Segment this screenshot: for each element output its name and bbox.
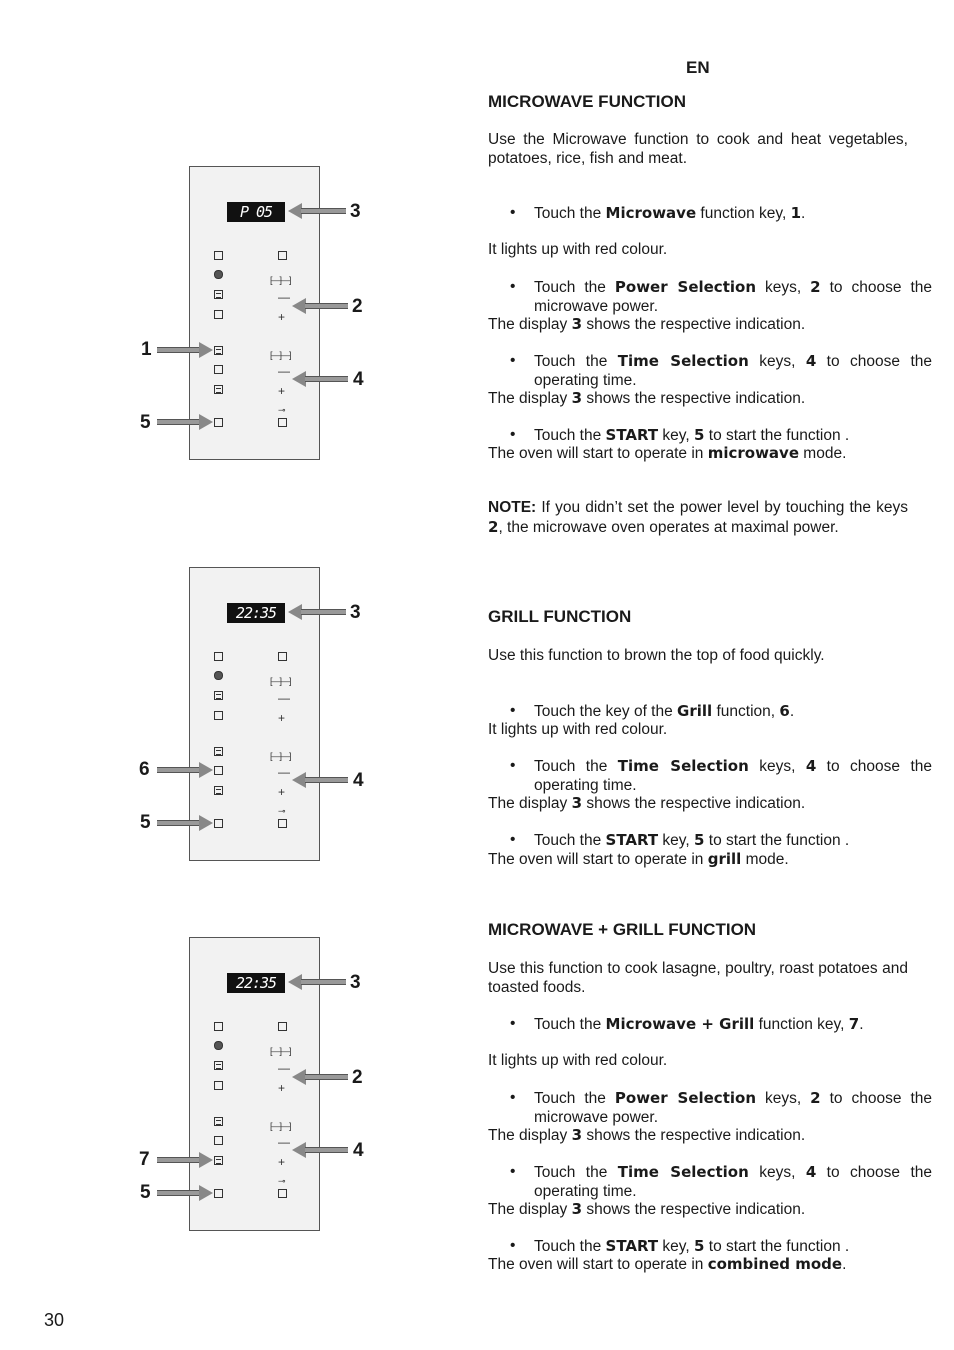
section-combo [488, 920, 933, 1273]
callout-number: 1 [141, 339, 152, 360]
time-minus-button[interactable]: — [278, 1135, 290, 1149]
callout-arrow [157, 764, 213, 776]
power-bar-icon: [—]—] [270, 676, 291, 686]
callout-arrow [288, 606, 346, 618]
section-title: MICROWAVE FUNCTION [488, 92, 687, 111]
key-name: Microwave [605, 204, 697, 222]
key-name: Time Selection [617, 352, 749, 370]
callout-arrow [292, 373, 348, 385]
power-minus-button[interactable]: — [278, 1061, 290, 1075]
time-bar-icon: [—]—] [270, 1121, 291, 1131]
callout-arrow [157, 817, 213, 829]
callout-number: 3 [350, 201, 361, 222]
callout-number: 6 [139, 759, 150, 780]
step-bullet: • Touch the Power Selection keys, 2 to choose the microwave power. [510, 278, 932, 316]
callout-number: 5 [140, 1182, 151, 1203]
panel-display: 22:35 [227, 603, 285, 623]
time-plus-button[interactable]: + [278, 1155, 286, 1169]
fan-icon [214, 1081, 223, 1090]
defrost-icon [214, 652, 223, 661]
combo-key-icon[interactable] [214, 385, 223, 394]
key-number: 4 [805, 352, 817, 370]
grill-key-icon[interactable] [214, 1136, 223, 1145]
key-name: Time Selection [617, 757, 749, 775]
grill-top-icon [214, 1061, 223, 1070]
key-name: Time Selection [617, 1163, 749, 1181]
microwave-key-icon[interactable] [214, 346, 223, 355]
callout-number: 5 [140, 412, 151, 433]
section-title: MICROWAVE + GRILL FUNCTION [488, 920, 757, 939]
display-line: The display 3 shows the respective indication. [488, 389, 806, 407]
key-number: 5 [694, 1237, 705, 1255]
section-title: GRILL FUNCTION [488, 607, 632, 626]
key-name: Microwave + Grill [605, 1015, 755, 1033]
callout-number: 3 [350, 602, 361, 623]
operate-line: The oven will start to operate in grill mode. [488, 850, 789, 868]
power-bar-icon: [—]—] [270, 275, 291, 285]
step-bullet: • Touch the START key, 5 to start the function . [510, 426, 932, 446]
callout-arrow [288, 976, 346, 988]
time-bar-icon: [—]—] [270, 751, 291, 761]
start-key-icon[interactable] [214, 1189, 223, 1198]
callout-number: 4 [353, 770, 364, 791]
lock-key-icon: ⊸ [278, 405, 286, 415]
step-bullet: • Touch the Microwave function key, 1. [510, 204, 932, 224]
power-plus-button[interactable]: + [278, 1081, 286, 1095]
defrost-icon [214, 1022, 223, 1031]
key-name: Grill [677, 702, 713, 720]
key-name: Power Selection [614, 1089, 756, 1107]
clock-icon[interactable] [278, 652, 287, 661]
note-text: NOTE: If you didn’t set the power level by touching the keys 2, the microwave oven operates at maximal power. [488, 499, 908, 536]
intro-text: Use this function to cook lasagne, poultry, roast potatoes and toasted foods. [488, 960, 908, 996]
callout-arrow [288, 205, 346, 217]
callout-arrow [292, 774, 348, 786]
display-line: The display 3 shows the respective indication. [488, 1126, 806, 1144]
operate-line: The oven will start to operate in microwave mode. [488, 444, 847, 462]
operate-line: The oven will start to operate in combined mode. [488, 1255, 847, 1273]
lock-key-icon: ⊸ [278, 1176, 286, 1186]
time-minus-button[interactable]: — [278, 364, 290, 378]
key-number: 5 [694, 426, 705, 444]
step-bullet: • Touch the Time Selection keys, 4 to choose the operating time. [510, 352, 932, 390]
step-bullet: • Touch the START key, 5 to start the function . [510, 831, 932, 851]
time-plus-button[interactable]: + [278, 384, 286, 398]
status-line: It lights up with red colour. [488, 1052, 668, 1069]
power-plus-button[interactable]: + [278, 310, 286, 324]
start-key-icon[interactable] [214, 819, 223, 828]
key-number: 6 [779, 702, 790, 720]
status-line: It lights up with red colour. [488, 721, 668, 738]
grill-top-icon [214, 691, 223, 700]
page-number: 30 [44, 1310, 65, 1330]
power-bar-icon: [—]—] [270, 1046, 291, 1056]
callout-arrow [292, 1071, 348, 1083]
power-minus-button[interactable]: — [278, 691, 290, 705]
callout-arrow [157, 1154, 213, 1166]
key-number: 4 [805, 757, 817, 775]
key-name: Power Selection [614, 278, 756, 296]
display-line: The display 3 shows the respective indication. [488, 1200, 806, 1218]
step-bullet: • Touch the START key, 5 to start the function . [510, 1237, 932, 1257]
oven-mode-icon [214, 270, 223, 279]
stop-key-icon[interactable] [278, 819, 287, 828]
time-plus-button[interactable]: + [278, 785, 286, 799]
oven-mode-icon [214, 671, 223, 680]
grill-key-icon[interactable] [214, 766, 223, 775]
key-number: 5 [694, 831, 705, 849]
intro-text: Use the Microwave function to cook and heat vegetables, potatoes, rice, fish and meat. [488, 131, 908, 167]
step-bullet: • Touch the Time Selection keys, 4 to choose the operating time. [510, 1163, 932, 1201]
callout-number: 2 [352, 296, 363, 317]
key-number: 2 [810, 1089, 821, 1107]
callout-arrow [157, 1187, 213, 1199]
defrost-icon [214, 251, 223, 260]
fan-icon [214, 310, 223, 319]
callout-number: 5 [140, 812, 151, 833]
time-minus-button[interactable]: — [278, 765, 290, 779]
callout-number: 4 [353, 1140, 364, 1161]
step-bullet: • Touch the Power Selection keys, 2 to choose the microwave power. [510, 1089, 932, 1127]
status-line: It lights up with red colour. [488, 241, 668, 258]
microwave-key-icon[interactable] [214, 1117, 223, 1126]
stop-key-icon[interactable] [278, 1189, 287, 1198]
power-plus-button[interactable]: + [278, 711, 286, 725]
intro-text: Use this function to brown the top of food quickly. [488, 647, 825, 664]
panel-display: P 05 [227, 202, 285, 222]
language-label: EN [686, 58, 710, 77]
microwave-key-icon[interactable] [214, 747, 223, 756]
grill-key-icon[interactable] [214, 365, 223, 374]
power-minus-button[interactable]: — [278, 290, 290, 304]
combo-key-icon[interactable] [214, 786, 223, 795]
clock-icon[interactable] [278, 1022, 287, 1031]
time-bar-icon: [—]—] [270, 350, 291, 360]
clock-icon[interactable] [278, 251, 287, 260]
step-bullet: • Touch the key of the Grill function, 6. [510, 702, 932, 722]
callout-number: 2 [352, 1067, 363, 1088]
callout-number: 3 [350, 972, 361, 993]
callout-arrow [292, 1144, 348, 1156]
key-name: START [605, 831, 659, 849]
start-key-icon[interactable] [214, 418, 223, 427]
callout-arrow [157, 344, 213, 356]
callout-number: 7 [139, 1149, 150, 1170]
display-line: The display 3 shows the respective indication. [488, 315, 806, 333]
grill-top-icon [214, 290, 223, 299]
section-microwave [488, 92, 933, 536]
key-number: 2 [810, 278, 821, 296]
key-number: 4 [805, 1163, 817, 1181]
key-number: 1 [790, 204, 802, 222]
step-bullet: • Touch the Microwave + Grill function key, 7. [510, 1015, 932, 1035]
key-name: START [605, 1237, 659, 1255]
callout-arrow [292, 300, 348, 312]
callout-arrow [157, 416, 213, 428]
section-grill [488, 607, 932, 868]
step-bullet: • Touch the Time Selection keys, 4 to choose the operating time. [510, 757, 932, 795]
fan-icon [214, 711, 223, 720]
note-label: NOTE: [488, 499, 537, 516]
panel-display: 22:35 [227, 973, 285, 993]
display-line: The display 3 shows the respective indication. [488, 794, 806, 812]
combo-key-icon[interactable] [214, 1156, 223, 1165]
stop-key-icon[interactable] [278, 418, 287, 427]
callout-number: 4 [353, 369, 364, 390]
lock-key-icon: ⊸ [278, 806, 286, 816]
key-name: START [605, 426, 659, 444]
oven-mode-icon [214, 1041, 223, 1050]
key-number: 7 [848, 1015, 860, 1033]
